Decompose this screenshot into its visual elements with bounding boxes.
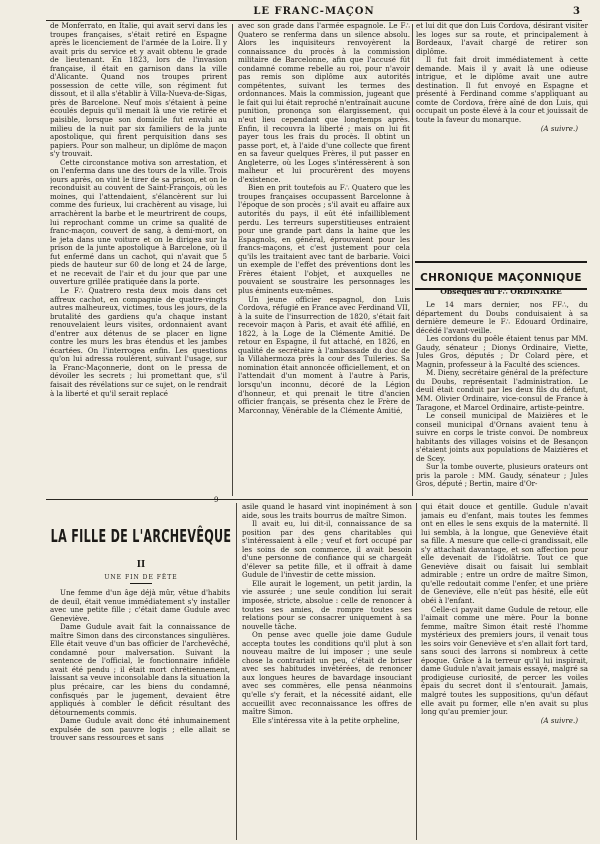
paragraph: qui était douce et gentille. Gudule n'avait jamais eu d'enfant, mais toutes les femmes ont en elles le sens exquis de la maternité. Il lui sembla, à la longue, que Geneviève était sa fille. A mesure que celle-ci grandissait, elle s'y attachait davantage, et son affection pour elle devenait de l'idolâtrie. Tout ce que Geneviève disait ou faisait lui semblait admirable ; entre un ordre de maître Simon, qu'elle redoutait comme l'enfer, et une prière de Geneviève, elle n'eût pas hésité, elle eût obéi à l'enfant. bbox=[421, 503, 588, 606]
paragraph: Elle aurait le logement, un petit jardin, la vie assurée ; une seule condition lui serait imposée, stricte, absolue : celle de renoncer à toutes ses amies, de rompre toutes ses relations pour se consacrer uniquement à sa nouvelle tâche. bbox=[242, 578, 412, 631]
top-column-1 bbox=[50, 22, 227, 497]
chronique-heading bbox=[415, 261, 587, 290]
column-rule bbox=[416, 503, 417, 840]
section-rule bbox=[46, 499, 588, 500]
top-column-2 bbox=[238, 22, 410, 497]
novel-column-3 bbox=[421, 503, 588, 839]
top-column-3-story-end bbox=[416, 22, 588, 258]
paragraph: Le 14 mars dernier, nos FF∴, du département du Doubs conduisaient à sa dernière demeure le F∴ Edouard Ordinaire, décédé l'avant-veille. bbox=[416, 301, 588, 335]
chapter-subtitle: UNE FIN DE FÊTE bbox=[104, 574, 178, 581]
novel-column-2 bbox=[242, 503, 412, 839]
newspaper-title: LE FRANC-MAÇON bbox=[253, 6, 375, 17]
novel-title: LA FILLE DE L'ARCHEVÊQUE bbox=[50, 525, 232, 547]
paragraph: avec son grade dans l'armée espagnole. Le F∴ Quatero se renferma dans un silence absolu. Alors les inquisiteurs renvoyèrent la connaissance du procès à la commission militaire de Barcelonne, afin que l'accusé fût condamné comme rebelle au roi, pour n'avoir pas remis son diplôme aux autorités compétentes, suivant les termes des ordonnances. Mais la commission, jugeant que le fait qui lui était reproché n'entraînait aucune punition, prononça son élargissement, qui n'eut lieu cependant que longtemps après. Enfin, il recouvra la liberté ; mais on lui fit payer tous les frais du procès. Il obtint un passe port, et, à l'aide d'une collecte que firent en sa faveur quelques Frères, il put passer en Angleterre, où les Loges s'intéressèrent à son malheur et lui procurèrent des moyens d'existence. bbox=[238, 22, 410, 184]
paragraph: Bien en prit toutefois au F∴ Quatero que les troupes françaises occupassent Barcelonne à l'époque de son procès ; s'il avait eu affaire aux autorités du pays, il eût été infailliblement perdu. Les terreurs superstitieuses entraient pour une grande part dans la haine que les Espagnols, en général, éprouvaient pour les francs-maçons, et c'est justement pour cela qu'ils les traitaient avec tant de barbarie. Voici un exemple de l'effet des préventions dont les Frères étaient l'objet, et auxquelles ne pouvaient se soustraire les personnages les plus éminents eux-mêmes. bbox=[238, 183, 410, 295]
feuilleton-folio: 9 bbox=[214, 496, 219, 504]
column-rule bbox=[412, 24, 413, 496]
chronique-body bbox=[416, 301, 588, 497]
paragraph: Il avait eu, lui dit-il, connaissance de sa position par des gens charitables qui s'intéressaient à elle ; veuf et fort occupé par les soins de son commerce, il avait besoin d'une personne de confiance qui se chargeât d'élever sa petite fille, et il offrait à dame Gudule de l'investir de cette mission. bbox=[242, 519, 412, 580]
chronique-subheading: Obsèques du F∴ ORDINAIRE bbox=[440, 287, 562, 296]
paragraph: et lui dit que don Luis Cordova, désirant visiter les loges sur sa route, et principalement à Bordeaux, l'avait chargé de retirer son diplôme. bbox=[416, 22, 588, 56]
paragraph: Dame Gudule avait fait la connaissance de maître Simon dans des circonstances singulières. Elle était veuve d'un bas officier de l'archevêché, condamné pour malversation. Suivant la sentence de l'official, le fonctionnaire infidèle avait été pendu ; il était mort chrétiennement, laissant sa veuve inconsolable dans la situation la plus précaire, car les biens du condamné, confisqués par le jugement, devaient être appliqués à combler le déficit résultant des détournements commis. bbox=[50, 622, 230, 717]
running-head bbox=[46, 4, 582, 21]
paragraph: Cette circonstance motiva son arrestation, et on l'enferma dans une des tours de la ville. Trois jours après, on vint le tirer de sa prison, et on le reconduisit au couvent de Saint-François, où les moines, qui l'attendaient, s'élancèrent sur lui comme des furieux, lui crachèrent au visage, lui arrachèrent la barbe et le meurtrirent de coups, lui reprochant comme un crime sa qualité de franc-maçon, couvert de sang, à demi-mort, on le jeta dans une voiture et on le dirigea sur la prison de la junte apostolique à Barcelone, où il fut enfermé dans un cachot, qui n'avait que 5 pieds de hauteur sur 60 de long et 24 de large, et ne recevait de l'air et du jour que par une ouverture grillée pratiquée dans la porte. bbox=[50, 157, 227, 287]
paragraph: de Monferrato, en Italie, qui avait servi dans les troupes françaises, s'était retiré en Espagne après le licenciement de l'armée de la Loire. Il y avait pris du service et y avait obtenu le grade de lieutenant. En 1823, lors de l'invasion française, il était en garnison dans la ville d'Alicante. Quand nos troupes prirent possession de cette ville, son régiment fut dissout, et il alla s'établir à Villa-Nueva-de-Sigas, près de Barcelone. Neuf mois s'étaient à peine écoulés depuis qu'il menait là une vie retirée et paisible, lorsque son domicile fut envahi au milieu de la nuit par six familiers de la junte apostolique, qui firent perquisition dans ses papiers. Pour son malheur, un diplôme de maçon s'y trouvait. bbox=[50, 22, 227, 159]
chapter-rule bbox=[130, 583, 152, 584]
novel-column-1 bbox=[50, 589, 230, 839]
paragraph: Celle-ci payait dame Gudule de retour, elle l'aimait comme une mère. Pour la bonne femme, maître Simon était resté l'homme mystérieux des premiers jours, il venait tous les soirs voir Geneviève et s'en allait fort tard, sans souci des larrons si nombreux à cette époque. Grâce à la terreur qu'il lui inspirait, dame Gudule n'avait jamais essayé, malgré sa prodigieuse curiosité, de percer les voiles épais du secret dont il s'entourait. Jamais, malgré toutes les suppositions, qu'un défaut elle avait pu former, elle n'en avait su plus long qu'au premier jour. bbox=[421, 604, 588, 717]
paragraph: Le conseil municipal de Maizières et le conseil municipal d'Ornans avaient tenu à suivre en corps le triste convoi. De nombreux habitants des villages voisins et de Besançon s'étaient joints aux populations de Maizières et de Scey. bbox=[416, 411, 588, 463]
chapter-number: II bbox=[136, 560, 146, 570]
to-be-continued: (A suivre.) bbox=[540, 123, 578, 133]
paragraph: Il fut fait droit immédiatement à cette demande. Mais il y avait là une odieuse intrigue, et le diplôme avait une autre destination. Il fut envoyé en Espagne et présenté à Ferdinand comme s'appliquant au comte de Cordova, frère aîné de don Luis, qui occupait un poste élevé à la cour et jouissait de toute la faveur du monarque. bbox=[416, 55, 588, 125]
paragraph: On pense avec quelle joie dame Gudule accepta toutes les conditions qu'il plut à son nouveau maître de lui imposer ; une seule chose la contrariait un peu, c'était de briser avec ses habitudes invétérées, de renoncer aux longues heures de bavardage insouciant avec ses commères, elle pensa néanmoins qu'elle s'y ferait, et la nécessité aidant, elle accueillit avec reconnaissance les offres de maître Simon. bbox=[242, 630, 412, 717]
paragraph: Sur la tombe ouverte, plusieurs orateurs ont pris la parole : MM. Gaudy, sénateur ; Jules Gros, député ; Bertin, maire d'Or- bbox=[416, 462, 588, 489]
paragraph: Elle s'intéressa vite à la petite orpheline, bbox=[252, 715, 400, 725]
to-be-continued: (A suivre.) bbox=[540, 715, 578, 725]
paragraph: Les cordons du poêle étaient tenus par MM. Gaudy, sénateur ; Dionys Ordinaire, Viette, Jules Gros, députés ; Dr Colard père, et Magnin, professeur à la Faculté des sciences. bbox=[416, 334, 588, 369]
column-rule bbox=[232, 24, 233, 496]
column-rule bbox=[236, 503, 237, 840]
paragraph: Un jeune officier espagnol, don Luis Cordova, réfugié en France avec Ferdinand VII, à la suite de l'insurrection de 1820, s'était fait recevoir maçon à Paris, et avait été affilié, en 1822, à la Loge de la Clémente Amitié. De retour en Espagne, il fut attaché, en 1826, en qualité de secrétaire à l'ambassade du duc de la Villahermoza près la cour des Tuileries. Sa nomination était annoncée officiellement, et on l'attendait d'un moment à l'autre à Paris, lorsqu'un inconnu, décoré de la Légion d'honneur, et qui prenait le titre d'ancien officier français, se présenta chez le Frère de Marconnay, Vénérable de la Clémente Amitié, bbox=[238, 294, 410, 415]
paragraph: M. Dieny, secrétaire général de la préfecture du Doubs, représentait l'administration. Le deuil était conduit par les deux fils du défunt, MM. Olivier Ordinaire, vice-consul de France à Taragone, et Marcel Ordinaire, artiste-peintre. bbox=[416, 368, 588, 412]
chronique-heading-text: CHRONIQUE MAÇONNIQUE bbox=[420, 272, 582, 284]
paragraph: Dame Gudule avait donc été inhumainement expulsée de son pauvre logis ; elle allait se trouver sans ressources et sans bbox=[50, 716, 230, 743]
paragraph: Le F∴ Quatrero resta deux mois dans cet affreux cachot, en compagnie de quatre-vingts autres malheureux, victimes, tous les jours, de la brutalité des gardiens qu'a chaque instant renouvelaient leurs visites, ordonnaient avant d'entrer aux détenus de se placer en ligne contre les murs les bras étendus et les jambes écartées. On l'interrogea enfin. Les questions qu'on lui adressa roulèrent, suivant l'usage, sur la Franc-Maçonnerie, dont on le pressa de dévoiler les secrets ; lui promettant que, s'il faisait des révélations sur ce sujet, on le rendrait à la liberté et qu'il serait replacé bbox=[50, 285, 227, 398]
page-number: 3 bbox=[573, 6, 580, 17]
paragraph: Une femme d'un âge déjà mûr, vêtue d'habits de deuil, était venue immédiatement s'y installer avec une petite fille ; c'était dame Gudule avec Geneviève. bbox=[50, 589, 230, 623]
paragraph: asile quand le hasard vint inopinément à son aide, sous les traits bourrus de maître Simon. bbox=[242, 503, 412, 520]
